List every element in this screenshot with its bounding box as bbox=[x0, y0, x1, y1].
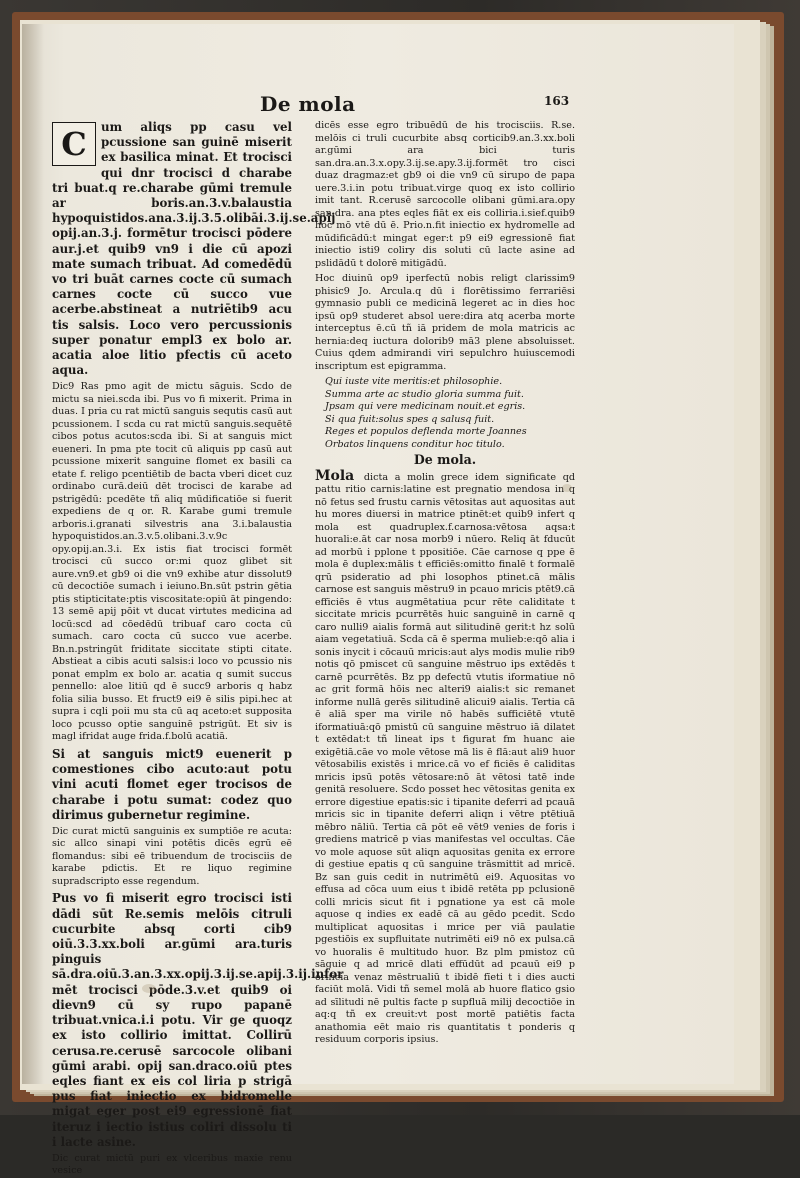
book-page bbox=[22, 24, 734, 1177]
mola-heading-word: Mola bbox=[315, 467, 355, 484]
left-paragraph-4: Dic curat mictū sanguinis ex sumptiōe re acuta: sic allco sinapi vini potētis dicēs egrū eē flomandus: sibi eē tribuendum de trocisciis de karabe pdictis. Et re liquo regimine supradscripto esse regendum. bbox=[52, 825, 292, 887]
left-paragraph-3: Si at sanguis mict9 euenerit p comestiones cibo acuto:aut potu vini acuti flomet eger trocisos de charabe i potu sumat: codez quo dirimus gubernetur regimine. bbox=[52, 746, 292, 822]
epigram-verses bbox=[315, 376, 575, 451]
page-gutter-shadow bbox=[22, 24, 44, 1084]
running-title: De mola bbox=[260, 92, 356, 116]
paragraph-text: um aliqs pp casu vel pcussione san guinē miserit ex basilica minat. Et trocisci qui dnr trocisci d charabe tri buat.q re.charabe gūmi tremule ar boris.an.3.v.balaustia hypoquistidos.ana.3.ij.3.5.olibāi.3.ij.se.apij opij.an.3.j. formētur trocisci pōdere aur.j.et quib9 vn9 i die cū apozi mate sumach tribuat. Ad comedēdū vo tri buāt carnes cocte cū sumach carnes cocte cū succo vue acerbe.abstineat a nutriētib9 acu tis salsis. Loco vero percussionis super ponatur empl3 ex bolo ar. acatia aloe litio pfectis cū aceto aqua. bbox=[52, 120, 336, 378]
folio-number: 163 bbox=[544, 94, 570, 108]
mola-paragraph-text: dicta a molin grece idem significate qd pattu ritio carnis:latine est pregnatio mendosa in q nō fetus sed frustu carnis vētositas aut aquositas aut hu mores diuersi in matrice ptinēt:et quib9 infert q mola est quadruplex.f.carnosa:vētosa aqsa:t huorali:e.āt car nosa morb9 i nūero. Reliq āt fducūt ad morbū i pplone t ppositiōe. Cāe carnose q ppe ē mola ē duplex:mālis t efficiēs:omitto finalē t formalē qrū psideratio ad phi losophos ptinet.cā mālis carnose est sanguis mēstru9 in pcauo mricis ptēt9.cā efficiēs ē vtus augmētatiua pcur rēte caliditate t siccitate mricis pcurrētēs huic sanguinē in carnē q caro nulli9 aialis formā aut silitudinē gerit:t hz solū aiam vegetatiuā. Scda cā ē sperma mulieb:e:qō alia i sonis inycit i cōcauū mricis:aut alys modis mulie rib9 notis qō pmiscet cū sanguine mēstruo ips extēdēs t carnē pcurrētēs. Bz pp defectū vtutis iformatiue nō ac grit formā hōis nec alteri9 aialis:t sic remanet informe nullā gerēs silitudinē alicui9 aialis. Tertia cā ē aliā sper ma virile nō habēs sufficiētē vtutē iformatiuā:qō pmistū cū sanguine mēstruo iā dilatet t extēdat:t tñ lineat ips t figurat fm huanc aie exigētiā.cāe vo mole vētose mā lis ē flā:aut ali9 huor vētosabilis existēs i mrice.cā vo ef ficiēs ē caliditas mricis ipsū potēs vētosare:nō āt vētosi tatē inde genitā resoluere. Scdo posset hec vētositas genita ex errore digestiue epatis:sic i tipanite deferri ad pcauā mricis sic in tipanite deferri aliqn i vētre ptētiuā mēbro nāliū. Tertia cā pōt eē vēt9 venies de foris i grediens matricē p vias manifestas vel occultas. Cāe vo mole aquose sūt aliqn aquositas genita ex errore di gestiue epatis q cū sanguine trāsmittit ad mricē. Bz san guis cedit in nutrimētū ei9. Aquositas vo effusa ad cōca uum eius t ibidē retēta pp pclusionē colli mricis sicut fit i pgnatione ya est cā mole aquose q indies ex eadē cā au gēdo pcedit. Scdo multiplicat aquositas i mrice per viā paulatie pgestiōis ex supfluitate nutrimēti ei9 nō ex pulsa.cā vo huoralis ē multitudo huor. Bz plm pmistoz cū sāguie q ad mricē dlati effūdūt ad pcauū ei9 p orificia venaz mēstrualiū t ibidē fīeti t i dies aucti faciūt molā. Vidi tñ semel molā ab huore flatico gsio ad sīlitudi nē pultis facte p supfluā milij decoctiōe in aq:q tñ ex creuit:vt post mortē patiētis facta anathomia eēt maio ris quantitatis t ponderis q residuum corporis ipsius. bbox=[315, 471, 575, 1046]
left-paragraph-6: Dic curat mictū puri ex vlceribus maxie renu vesice bbox=[52, 1152, 292, 1177]
mola-paragraph bbox=[315, 467, 575, 1047]
verse-line: Reges et populos deflenda morte Joannes bbox=[325, 426, 527, 437]
paper-stain bbox=[562, 484, 572, 492]
verse-line: Summa arte ac studio gloria summa fuit. bbox=[325, 388, 524, 400]
right-intro-paragraph: dicēs esse egro tribuēdū de his trocisciis. R.se. melōis ci truli cucurbite absq corticib9.an.3.xx.boli ar.gūmi ara bici turis san.dra.an.3.x.opy.3.ij.se.apy.3.ij.formēt tro cisci duaz dragmaz:et gb9 oi die vn9 cū sirupo de papa uere.3.i.in potu tribuat.virge quoq ex isto collirio imit tant. R.cerusē sarcocolle olibani gūmi.ara.opy san.dra. ana ptes eqles fiāt ex eis colliria.i.sief.quib9 hoc mō vtē dū ē. Prio.n.fit iniectio ex hydromelle ad mūdificādū:t mingat eger:t p9 ei9 egressionē fiat iniectio isti9 coliry dis soluti cū lacte asine ad pslidādū t dolorē mitigādū. bbox=[315, 120, 575, 269]
left-paragraph-2: Dic9 Ras pmo agit de mictu sāguis. Scdo de mictu sa niei.scda ibi. Pus vo fi mixerit. Prima in duas. I pria cu rat mictū sanguis sequtis casū aut pcussionem. I scda cu rat mictū sanguis.sequētē cibos potus acutos:scda ibi. Si at sanguis mict eueneri. In pma pte tocit cū aliquis pp casū aut pcussione mixerit sanguine flomet ex basili ca etate f. religo pcentiētib de bacta vberi dicet cuz ordinabo curā.deiū dēt trocisci de karabe ad pstrigēdū: pcedēte tñ aliq mūdificatiōe si fuerit expediens de q or. R. Karabe gumi tremule arboris.i.granati silvestris ana 3.i.balaustia hypoquistidos.an.3.v.5.olibani.3.v.9c opy.opij.an.3.i. Ex istis fiat trocisci formēt trocisci cū succo or:mi quoz glibet sit aure.vn9.et gb9 oi die vn9 exhibe atur dissolut9 cū decoctiōe sumach i ieiuno.Bn.sūt pstrin gētia ptis stipticitate:ptis viscositate:opiū āt pingendo: 13 semē apij pōit vt ducat virtutes medicina ad locū:scd ad cōedēdū tribuaf caro cocta cū sumach. caro cocta cū succo vue acerbe. Bn.n.pstringūt friditate siccitate stipti citate. Abstieat a cibis acuti salsis:i loco vo pcussio nis ponat emplm ex bolo ar. acatia q sumit succus pennello: aloe litiū qd ē succ9 arboris q habz folia silia busso. Et fruct9 ei9 ē silis pipi.hec at supra i cqli poii mu sta cū aq aceto:et supposita loco pcusso optie sanguinē pstrigūt. Et siv is magl ifridat auge frida.f.bolū acatiā. bbox=[52, 381, 292, 743]
left-paragraph-5: Pus vo fi miserit egro trocisci isti dādi sūt Re.semis melōis citruli cucurbite absq corti cib9 oiū.3.3.xx.boli ar.gūmi ara.turis pinguis sā.dra.oiū.3.an.3.xx.opij.3.ij.se.apij.3.ij.infor mēt trocisci pōde.3.v.et quib9 oi dievn9 cū sy rupo papanē tribuat.vnica.i.i potu. Vir ge quoqz ex isto collirio imittat. Collirū cerusa.re.cerusē sarcocole olibani gūmi arabi. opij san.draco.oiū ptes eqles fiant ex eis col liria p strigā pus fiat iniectio ex bidromelle migat eger post ei9 egressionē fiat iteruz i iectio istius coliri dissolu ti i lacte asine. bbox=[52, 891, 344, 1149]
paper-stain bbox=[142, 984, 156, 993]
left-paragraph-1 bbox=[52, 120, 336, 378]
right-text-column bbox=[315, 120, 575, 1046]
section-heading: De mola. bbox=[413, 452, 477, 467]
verse-line: Orbatos linquens conditur hoc titulo. bbox=[325, 438, 505, 450]
verse-line: Si qua fuit:solus spes q salusq fuit. bbox=[325, 413, 495, 425]
verse-line: Jpsam qui vere medicinam nouit.et egris. bbox=[325, 401, 526, 412]
verse-line: Qui iuste vite meritis:et philosophie. bbox=[325, 376, 503, 387]
epigram-intro-paragraph: Hoc diuinū op9 iperfectū nobis religt clarissim9 phisic9 Jo. Arcula.q dū i florētissimo ferrariēsi gymnasio publi ce medicinā legeret ac in dies hoc ipsū op9 studeret absol uere:dira atq acerba morte interceptus ē.cū tñ iā pridem de mola matricis ac hernia:deq iuctura dolorib9 mā3 plene absoluisset. Cuius qdem admirandi viri sepulchro huiuscemodi inscriptum est epigramma. bbox=[315, 273, 575, 372]
decorated-initial: C bbox=[52, 122, 96, 166]
